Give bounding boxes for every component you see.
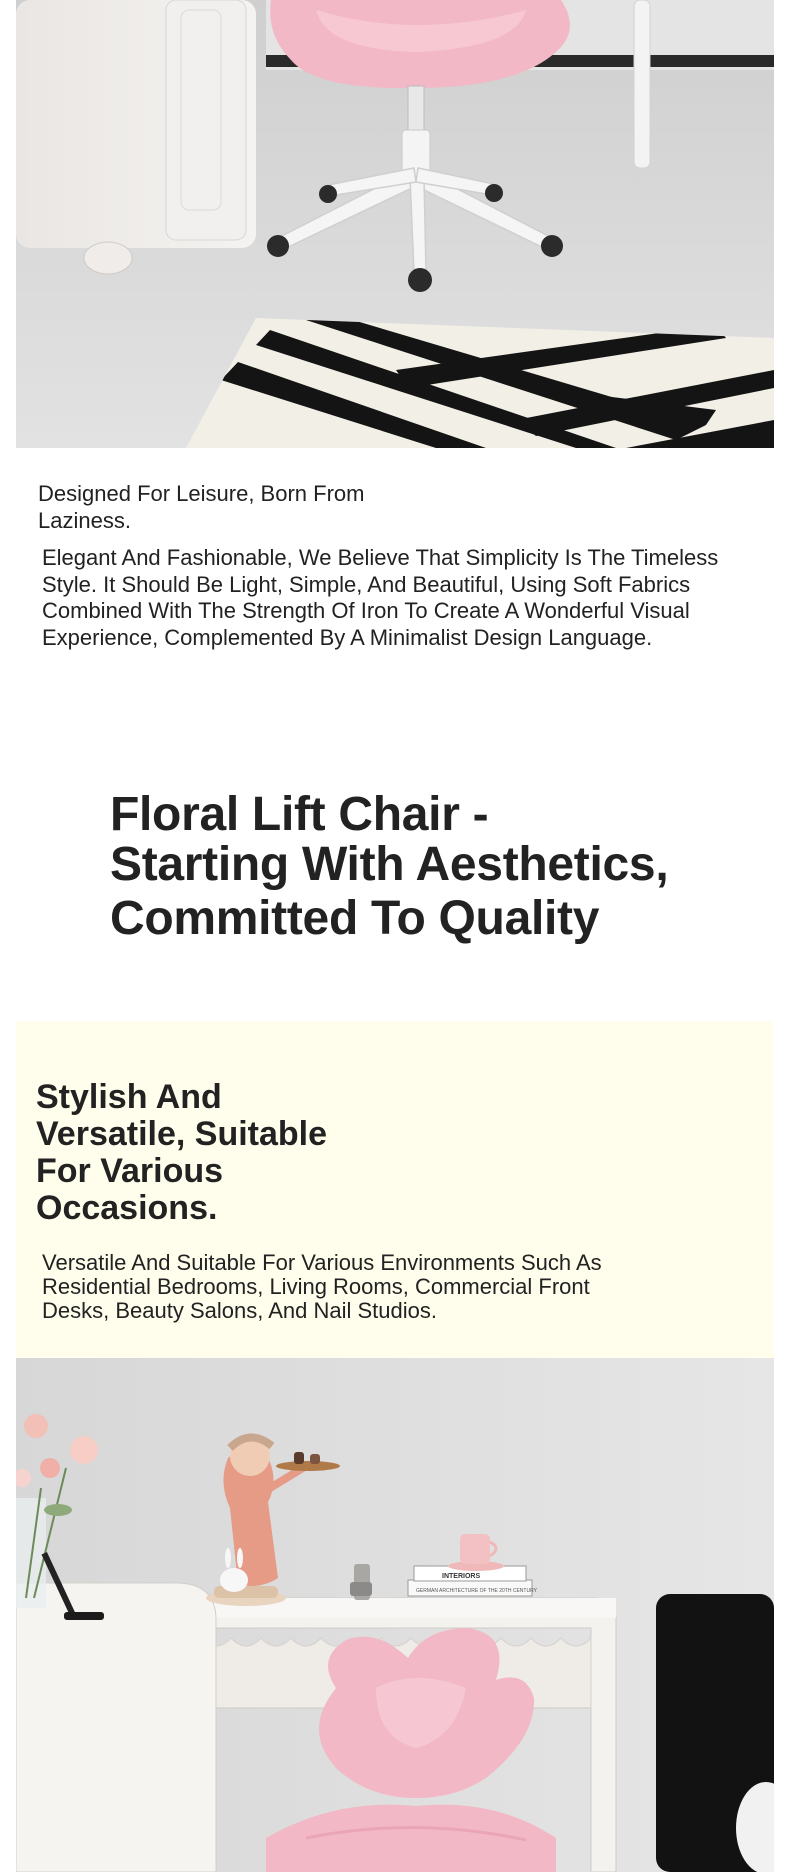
headline-line-1: Floral Lift Chair - [110,788,489,841]
intro-body: Elegant And Fashionable, We Believe That Simplicity Is The Timeless Style. It Should Be Light, Simple, And Beautiful, Using Soft Fabrics Combined With The Strength Of Iron To Create A Wonderful Visual Experience, Complemented By A Minimalist Design Language. [42,545,719,650]
occasions-body: Versatile And Suitable For Various Environments Such As Residential Bedrooms, Living Rooms, Commercial Front Desks, Beauty Salons, And Nail Studios. [42,1250,602,1323]
occasions-section [16,1021,774,1358]
book-bottom-label: GERMAN ARCHITECTURE OF THE 20TH CENTURY [416,1588,537,1594]
chair-floor-illustration [16,0,774,448]
intro-title: Designed For Leisure, Born From Laziness. [38,481,365,533]
book-top-label: INTERIORS [442,1573,481,1580]
headline-line-3: Committed To Quality [110,892,600,945]
product-photo-top [16,0,774,448]
headline-line-2: Starting With Aesthetics, [110,838,669,891]
headline [110,790,730,944]
vanity-scene-illustration [16,1358,774,1872]
product-photo-bottom [16,1358,774,1872]
occasions-title: Stylish And Versatile, Suitable For Various Occasions. [36,1078,328,1227]
